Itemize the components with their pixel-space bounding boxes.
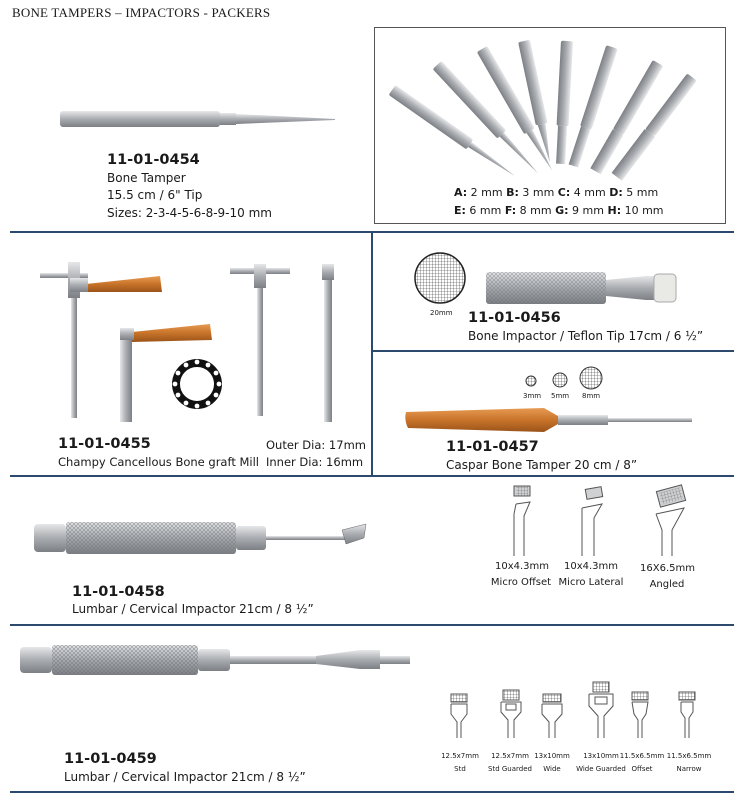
product-code-0458: 11-01-0458	[72, 584, 165, 600]
tip-size-narrow: 11.5x6.5mm	[666, 752, 712, 760]
tamper-set-image	[380, 35, 720, 180]
tip-type-micro-offset: Micro Offset	[490, 577, 552, 588]
impactor-tip-std-icon	[447, 692, 471, 738]
section-divider	[10, 475, 734, 477]
product-length-0454: 15.5 cm / 6" Tip	[107, 188, 203, 202]
product-name-0459: Lumbar / Cervical Impactor 21cm / 8 ½”	[64, 770, 306, 784]
tip-size-wide: 13x10mm	[534, 752, 570, 760]
tip-type-angled: Angled	[649, 579, 685, 590]
tip-type-std: Std	[454, 765, 466, 773]
impactor-tip-micro-lateral-icon	[568, 484, 608, 556]
tip-size-micro-lateral: 10x4.3mm	[564, 561, 619, 572]
inner-diameter: Inner Dia: 16mm	[266, 455, 364, 469]
product-sizes-0454: Sizes: 2-3-4-5-6-8-9-10 mm	[107, 206, 272, 220]
tip-size-angled: 16X6.5mm	[640, 563, 695, 574]
impactor-tip-narrow-icon	[676, 690, 698, 738]
tip-sizes-row-2: E: 6 mm F: 8 mm G: 9 mm H: 10 mm	[454, 204, 664, 217]
product-name-0457: Caspar Bone Tamper 20 cm / 8”	[446, 458, 638, 472]
caspar-tip-8mm: 8mm	[582, 392, 601, 400]
impactor-tip-std-guarded-icon	[498, 688, 524, 738]
section-divider	[372, 350, 734, 352]
tip-type-narrow: Narrow	[676, 765, 702, 773]
tip-type-micro-lateral: Micro Lateral	[558, 577, 624, 588]
vertical-divider	[371, 232, 373, 475]
mesh-size-label: 20mm	[430, 309, 453, 317]
product-code-0454: 11-01-0454	[107, 152, 200, 168]
caspar-tip-3mm: 3mm	[523, 392, 542, 400]
product-code-0457: 11-01-0457	[446, 439, 539, 455]
impactor-tip-angled-icon	[650, 484, 695, 556]
product-name-0454: Bone Tamper	[107, 171, 186, 185]
page-title: BONE TAMPERS – IMPACTORS - PACKERS	[12, 5, 271, 20]
tip-size-std-guarded: 12.5x7mm	[491, 752, 529, 760]
product-name-0458: Lumbar / Cervical Impactor 21cm / 8 ½”	[72, 602, 314, 616]
caspar-tip-5mm: 5mm	[551, 392, 570, 400]
bone-tamper-image	[60, 105, 340, 135]
caspar-tip-icons	[522, 366, 612, 392]
impactor-tip-wide-guarded-icon	[587, 680, 615, 738]
product-code-0459: 11-01-0459	[64, 751, 157, 767]
tip-sizes-row-1: A: 2 mm B: 3 mm C: 4 mm D: 5 mm	[454, 186, 659, 199]
lumbar-impactor-0459-image	[20, 643, 380, 683]
impactor-tip-micro-offset-icon	[500, 484, 540, 556]
section-divider	[10, 624, 734, 626]
bone-graft-mill-image	[40, 262, 370, 427]
tip-type-wide-guarded: Wide Guarded	[576, 765, 626, 773]
lumbar-impactor-0458-image	[34, 516, 374, 566]
impactor-tip-offset-icon	[628, 690, 652, 738]
tip-size-wide-guarded: 13x10mm	[583, 752, 619, 760]
tip-type-wide: Wide	[543, 765, 561, 773]
product-name-0456: Bone Impactor / Teflon Tip 17cm / 6 ½”	[468, 329, 704, 343]
tip-type-offset: Offset	[631, 765, 653, 773]
tip-type-std-guarded: Std Guarded	[488, 765, 532, 773]
tip-size-offset: 11.5x6.5mm	[619, 752, 665, 760]
tip-size-std: 12.5x7mm	[441, 752, 479, 760]
product-code-0456: 11-01-0456	[468, 310, 561, 326]
outer-diameter: Outer Dia: 17mm	[266, 438, 366, 452]
section-divider	[10, 791, 734, 793]
bone-impactor-image	[414, 252, 714, 322]
product-code-0455: 11-01-0455	[58, 436, 151, 452]
product-name-0455: Champy Cancellous Bone graft Mill	[58, 455, 259, 469]
tip-size-micro-offset: 10x4.3mm	[495, 561, 550, 572]
impactor-tip-wide-icon	[539, 692, 565, 738]
caspar-tamper-image	[404, 402, 694, 438]
